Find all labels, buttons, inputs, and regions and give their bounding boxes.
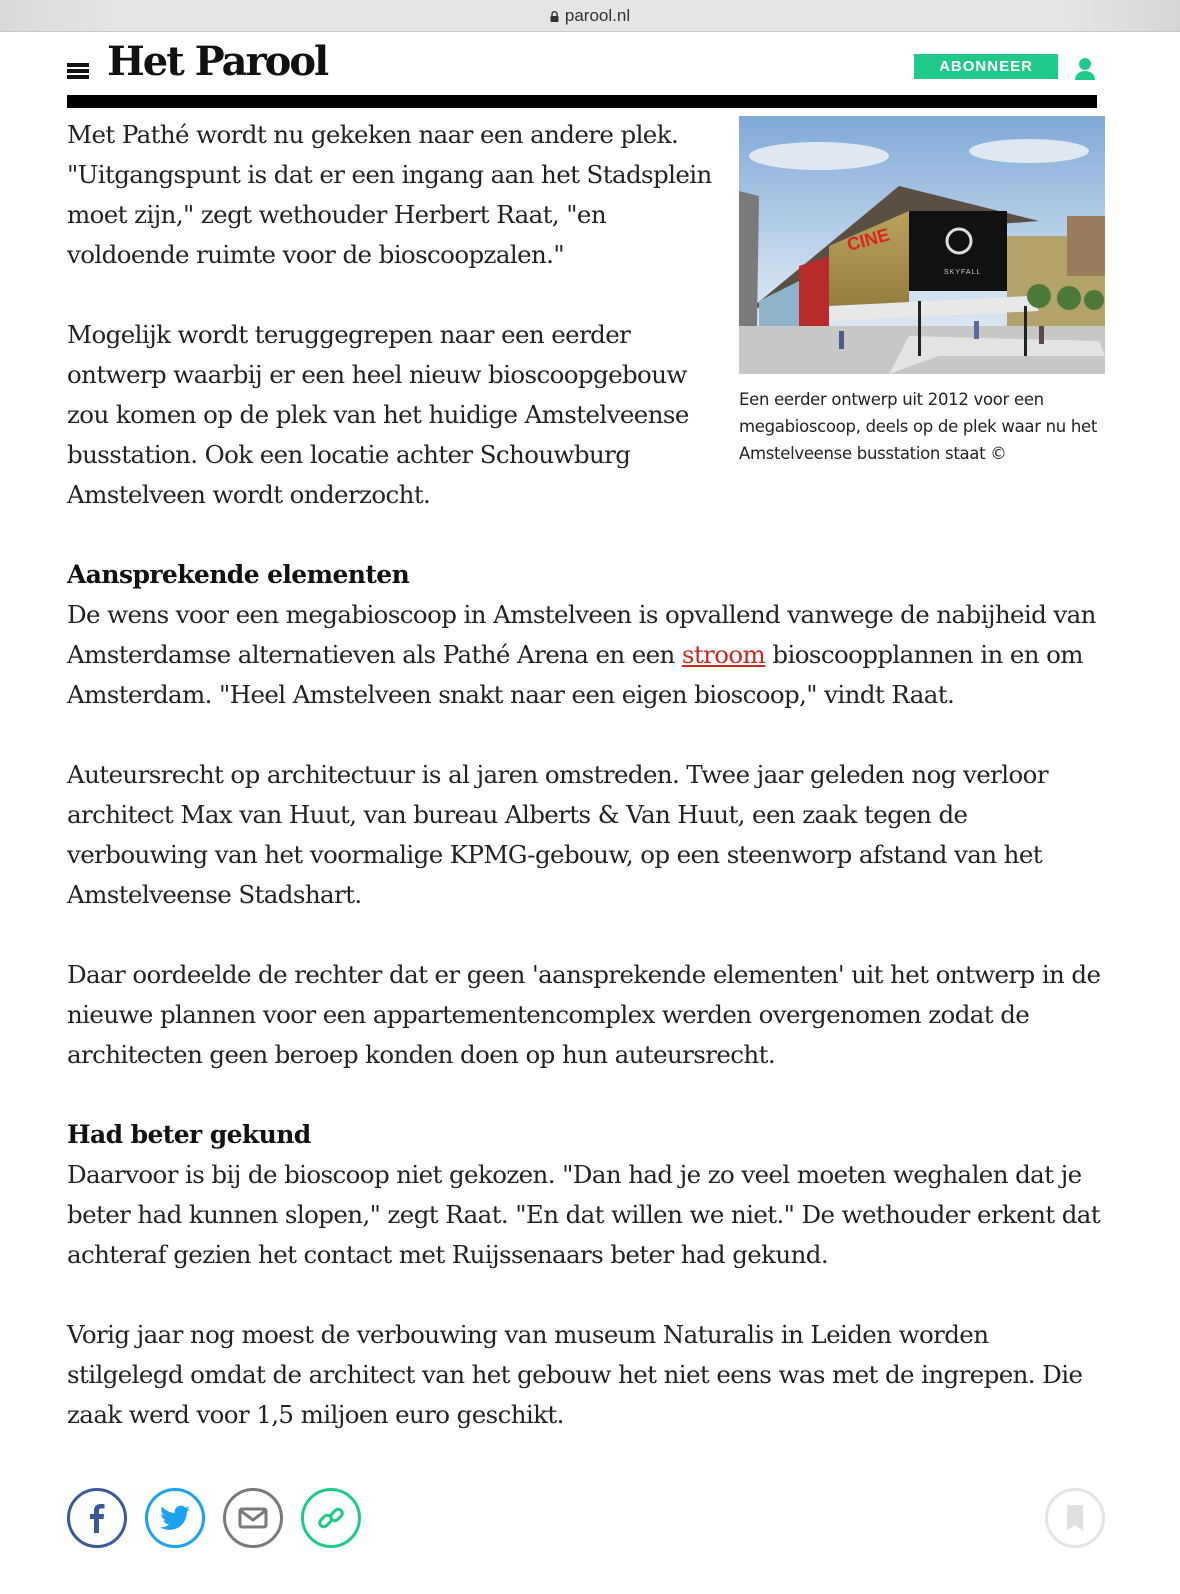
section-heading: Had beter gekund [67,1120,311,1149]
share-twitter-button[interactable] [145,1488,205,1548]
copy-link-button[interactable] [301,1488,361,1548]
article-paragraph [67,595,1107,715]
svg-text:SKYFALL: SKYFALL [944,269,982,276]
bookmark-button[interactable] [1045,1488,1105,1548]
share-facebook-button[interactable] [67,1488,127,1548]
site-logo[interactable]: Het Parool [107,38,328,85]
figure-caption: Een eerder ontwerp uit 2012 voor een megabioscoop, deels op de plek waar nu het Amstelveense busstation staat © [739,390,1098,463]
stroom-link[interactable]: stroom [681,640,766,669]
share-bar [67,1488,361,1548]
paragraph-text: bioscoopplannen in en om Amsterdam. "Heel Amstelveen snakt naar een eigen bioscoop," vindt Raat. [67,640,1083,709]
article-paragraph: Mogelijk wordt teruggegrepen naar een eerder ontwerp waarbij er een heel nieuw bioscoopgebouw zou komen op de plek van het huidige Amstelveense busstation. Ook een locatie achter Schouwburg Amstelveen wordt onderzocht. [67,320,689,509]
bookmark-icon [1067,1505,1083,1531]
mail-icon [238,1507,268,1529]
facebook-icon [89,1503,105,1533]
user-account-icon[interactable] [1074,57,1096,81]
svg-text:CINE: CINE [844,224,892,255]
header-divider-bar [67,95,1097,108]
article-paragraph: Daarvoor is bij de bioscoop niet gekozen. "Dan had je zo veel moeten weghalen dat je beter had kunnen slopen," zegt Raat. "En dat willen we niet." De wethouder erkent dat achteraf gezien het contact met Ruijssenaars beter had gekund. [67,1160,1101,1269]
browser-url-bar[interactable] [0,0,1180,32]
paragraph-text: De wens voor een megabioscoop in Amstelveen is opvallend vanwege de nabijheid van Amsterdamse alternatieven als Pathé Arena en een [67,600,1096,669]
url-text: parool.nl [564,5,631,25]
site-header [67,40,1097,96]
article-paragraph: Auteursrecht op architectuur is al jaren omstreden. Twee jaar geleden nog verloor architect Max van Huut, van bureau Alberts & Van Huut, een zaak tegen de verbouwing van het voormalige KPMG-gebouw, op een steenworp afstand van het Amstelveense Stadshart. [67,760,1048,909]
article-body [67,115,1107,1435]
article-paragraph: Vorig jaar nog moest de verbouwing van museum Naturalis in Leiden worden stilgelegd omdat de architect van het gebouw het niet eens was met de ingrepen. Die zaak werd voor 1,5 miljoen euro geschikt. [67,1320,1083,1429]
article-paragraph: Daar oordeelde de rechter dat er geen 'aansprekende elementen' uit het ontwerp in de nieuwe plannen voor een appartementencomplex werden overgenomen zodat de architecten geen beroep konden doen op hun auteursrecht. [67,960,1101,1069]
menu-icon[interactable] [67,63,89,79]
subscribe-button[interactable]: ABONNEER [914,54,1058,79]
link-icon [317,1504,345,1532]
section-heading: Aansprekende elementen [67,560,410,589]
lock-icon [550,11,559,22]
share-email-button[interactable] [223,1488,283,1548]
twitter-icon [160,1505,190,1531]
article-paragraph: Met Pathé wordt nu gekeken naar een andere plek. "Uitgangspunt is dat er een ingang aan het Stadsplein moet zijn," zegt wethouder Herbert Raat, "en voldoende ruimte voor de bioscoopzalen." [67,120,712,269]
